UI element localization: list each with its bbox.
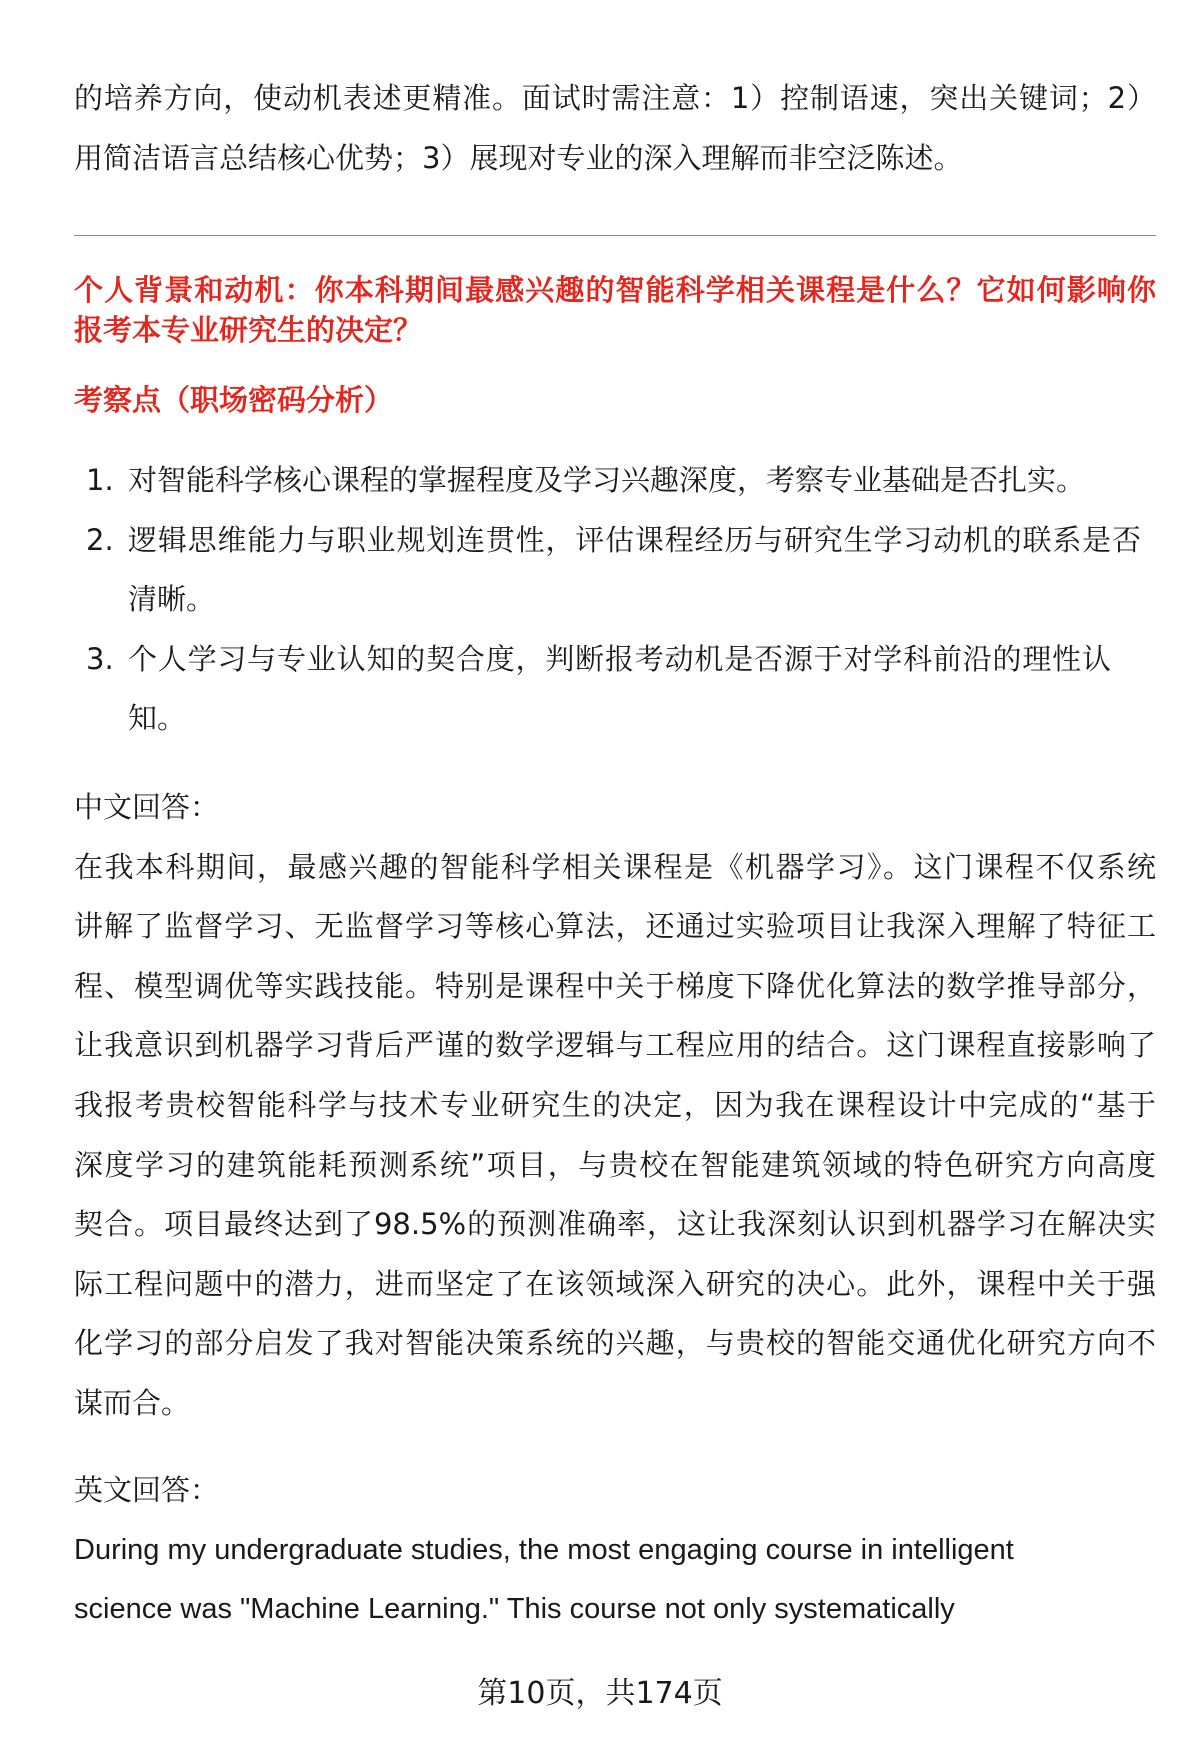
assessment-points-title (74, 380, 1156, 420)
section-title-text: 考察点（职场密码分析） (74, 383, 394, 417)
page-number-footer: 第10页，共174页 (477, 1676, 723, 1711)
chinese-answer-line: 程、模型调优等实践技能。特别是课程中关于梯度下降优化算法的数学推导部分， (74, 968, 1156, 1003)
list-item-text: 逻辑思维能力与职业规划连贯性，评估课程经历与研究生学习动机的联系是否 (128, 522, 1141, 557)
english-answer-line: During my undergraduate studies, the most engaging course in intelligent (74, 1533, 1014, 1566)
list-item-number: 3. (86, 641, 114, 676)
section-divider (74, 235, 1156, 236)
list-item (74, 630, 1156, 690)
chinese-answer-line: 我报考贵校智能科学与技术专业研究生的决定，因为我在课程设计中完成的“基于 (74, 1087, 1156, 1122)
list-item-number: 2. (86, 522, 114, 557)
list-item (74, 511, 1156, 571)
intro-line: 用简洁语言总结核心优势；3）展现对专业的深入理解而非空泛陈述。 (74, 141, 963, 175)
list-item (74, 451, 1156, 511)
intro-line: 的培养方向，使动机表述更精准。面试时需注意：1）控制语速，突出关键词；2） (74, 81, 1156, 115)
chinese-answer-line: 契合。项目最终达到了98.5%的预测准确率，这让我深刻认识到机器学习在解决实 (74, 1207, 1156, 1242)
question-heading (74, 270, 1156, 350)
english-answer-label: 英文回答： (74, 1473, 220, 1507)
chinese-answer-line: 谋而合。 (74, 1385, 191, 1420)
list-item-text: 知。 (128, 701, 187, 736)
chinese-answer-line: 际工程问题中的潜力，进而坚定了在该领域深入研究的决心。此外，课程中关于强 (74, 1266, 1156, 1301)
list-item-continuation (74, 570, 1156, 630)
english-answer (74, 1461, 1156, 1640)
list-item-number: 1. (86, 463, 114, 497)
chinese-answer-line: 深度学习的建筑能耗预测系统”项目，与贵校在智能建筑领域的特色研究方向高度 (74, 1147, 1156, 1182)
intro-paragraph (74, 68, 1156, 188)
chinese-answer-line: 让我意识到机器学习背后严谨的数学逻辑与工程应用的结合。这门课程直接影响了 (74, 1028, 1156, 1063)
chinese-answer-line: 化学习的部分启发了我对智能决策系统的兴趣，与贵校的智能交通优化研究方向不 (74, 1326, 1156, 1361)
chinese-answer-label: 中文回答： (74, 790, 220, 824)
question-line: 报考本专业研究生的决定？ (74, 313, 423, 347)
list-item-text: 清晰。 (128, 582, 216, 617)
list-item-continuation (74, 689, 1156, 749)
chinese-answer (74, 778, 1156, 1434)
list-item-text: 对智能科学核心课程的掌握程度及学习兴趣深度，考察专业基础是否扎实。 (128, 463, 1086, 497)
chinese-answer-line: 讲解了监督学习、无监督学习等核心算法，还通过实验项目让我深入理解了特征工 (74, 909, 1156, 944)
chinese-answer-line: 在我本科期间，最感兴趣的智能科学相关课程是《机器学习》。这门课程不仅系统 (74, 849, 1156, 884)
question-line: 个人背景和动机：你本科期间最感兴趣的智能科学相关课程是什么？它如何影响你 (74, 273, 1156, 307)
assessment-points-list (74, 451, 1156, 749)
list-item-text: 个人学习与专业认知的契合度，判断报考动机是否源于对学科前沿的理性认 (128, 641, 1111, 676)
english-answer-line: science was "Machine Learning." This course not only systematically (74, 1593, 955, 1626)
